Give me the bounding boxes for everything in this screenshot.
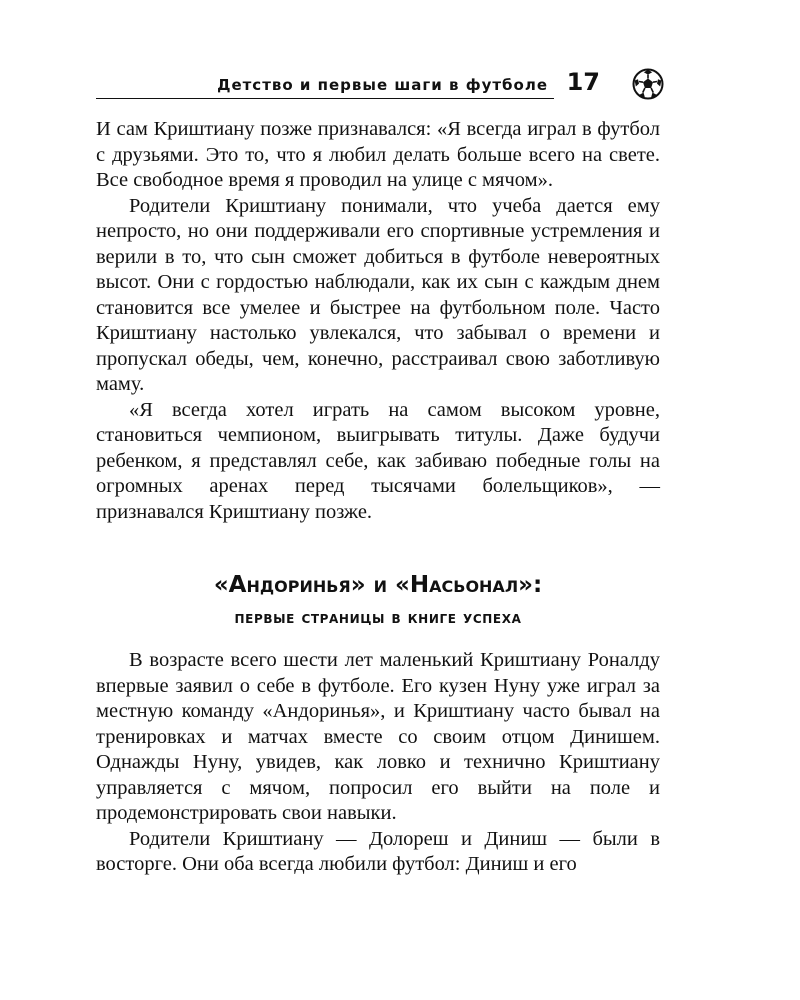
page-number: 17: [566, 68, 600, 96]
soccer-ball-icon: [632, 68, 664, 100]
paragraph: В возрасте всего шести лет маленький Криштиану Роналду впервые заявил о себе в футболе. Его кузен Нуну уже играл за местную команду «Андоринья», и Криштиану часто бывал на тренировках и матчах вместе со своим отцом Динишем. Однажды Нуну, увидев, как ловко и технично Криштиану управляется с мячом, попросил его выйти на поле и продемонстрировать свои навыки.: [96, 649, 660, 824]
section-heading-subtitle: первые страницы в книге успеха: [234, 608, 522, 628]
paragraph: Родители Криштиану — Долореш и Диниш — были в восторге. Они оба всегда любили футбол: Диниш и его: [96, 827, 660, 875]
running-head: [96, 64, 664, 100]
body-text-bottom: [96, 648, 660, 878]
running-title: Детство и первые шаги в футболе: [217, 76, 548, 94]
header-rule: [96, 98, 554, 99]
section-heading-title: «Андоринья» и «Насьонал»:: [213, 572, 543, 598]
section-heading: [96, 568, 660, 634]
paragraph: «Я всегда хотел играть на самом высоком уровне, становиться чемпионом, выигрывать титулы. Даже будучи ребенком, я представлял себе, как забиваю победные голы на огромных аренах перед тысячами болельщиков», — признавался Криштиану позже.: [96, 398, 660, 523]
paragraph: И сам Криштиану позже признавался: «Я всегда играл в футбол с друзьями. Это то, что я любил делать больше всего на свете. Все свободное время я проводил на улице с мячом».: [96, 118, 660, 191]
paragraph: Родители Криштиану понимали, что учеба дается ему непросто, но они поддерживали его спортивные устремления и верили в то, что сын сможет добиться в футболе невероятных высот. Они с гордостью наблюдали, как их сын с каждым днем становится все умелее и быстрее на футбольном поле. Часто Криштиану настолько увлекался, что забывал о времени и пропускал обеды, чем, конечно, расстраивал свою заботливую маму.: [96, 194, 660, 395]
body-text-top: [96, 117, 660, 525]
